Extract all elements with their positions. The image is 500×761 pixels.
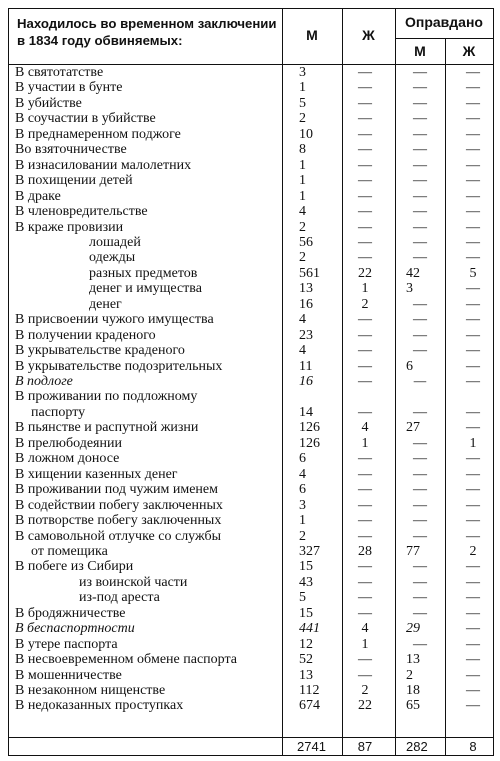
female-count: —	[358, 451, 372, 467]
row-label: паспорту	[31, 404, 86, 420]
table-row	[9, 559, 493, 575]
row-label: В участии в бунте	[15, 80, 123, 96]
male-count: 56	[299, 234, 313, 250]
header-male: М	[306, 27, 318, 43]
male-count: 126	[299, 435, 320, 451]
acquitted-female-count: —	[466, 497, 480, 513]
acquitted-male-count: 13	[406, 652, 420, 668]
row-label: В преднамеренном поджоге	[15, 126, 181, 142]
female-count: —	[358, 404, 372, 420]
male-count: 1	[299, 80, 306, 96]
row-label: В укрывательстве подозрительных	[15, 358, 223, 374]
totals-row	[9, 739, 493, 755]
table-row	[9, 80, 493, 96]
row-label: В подлоге	[15, 374, 73, 389]
female-count: 22	[358, 698, 372, 714]
acquitted-male-count: 18	[406, 683, 420, 698]
acquitted-male-count: —	[413, 312, 427, 328]
table-row	[9, 652, 493, 668]
male-count: 441	[299, 621, 320, 637]
male-count: 5	[299, 95, 306, 111]
acquitted-female-count: —	[466, 528, 480, 544]
row-label: В проживании под чужим именем	[15, 482, 218, 498]
acquitted-female-count: —	[466, 343, 480, 359]
table-row	[9, 529, 493, 545]
row-label: В соучастии в убийстве	[15, 111, 156, 127]
female-count: —	[358, 95, 372, 111]
male-count: 1	[299, 173, 306, 189]
row-label: В укрывательстве краденого	[15, 343, 185, 359]
acquitted-male-count: —	[413, 188, 427, 204]
table-row	[9, 158, 493, 174]
male-count: 126	[299, 420, 320, 436]
row-label: денег и имущества	[89, 281, 202, 297]
female-count: —	[358, 80, 372, 96]
row-label: Во взяточничестве	[15, 142, 127, 158]
acquitted-male-count: —	[413, 574, 427, 590]
male-count: 4	[299, 312, 306, 328]
male-count: 16	[299, 296, 313, 312]
acquitted-male-count: 3	[406, 281, 413, 297]
acquitted-female-count: —	[466, 126, 480, 142]
table-row	[9, 590, 493, 606]
table-row	[9, 621, 493, 637]
female-count: —	[358, 312, 372, 328]
row-label: денег	[89, 296, 122, 312]
acquitted-male-count: —	[413, 126, 427, 142]
acquitted-female-count: —	[466, 204, 480, 220]
acquitted-female-count: —	[466, 327, 480, 343]
acquitted-male-count: —	[413, 234, 427, 250]
acquitted-male-count: 77	[406, 543, 420, 559]
male-count: 561	[299, 265, 320, 281]
female-count: 28	[358, 543, 372, 559]
acquitted-male-count: —	[413, 111, 427, 127]
female-count: 2	[361, 296, 369, 312]
table-row	[9, 637, 493, 653]
female-count: —	[358, 559, 372, 575]
male-count: 5	[299, 590, 306, 606]
female-count: —	[358, 219, 372, 235]
totals-rule	[9, 737, 493, 738]
row-label: В изнасиловании малолетних	[15, 157, 192, 173]
row-label: В содействии побегу заключенных	[15, 497, 223, 513]
acquitted-male-count: 29	[406, 621, 420, 637]
acquitted-male-count: —	[413, 219, 427, 235]
acquitted-male-count: —	[413, 497, 427, 513]
row-label: В драке	[15, 188, 61, 204]
male-count: 3	[299, 497, 306, 513]
table-row	[9, 498, 493, 514]
table-row	[9, 127, 493, 143]
row-label: В членовредительстве	[15, 204, 148, 220]
acquitted-female-count: —	[466, 482, 480, 498]
acquitted-male-count: —	[413, 451, 427, 467]
row-label: от помещика	[31, 543, 108, 559]
acquitted-male-count: —	[413, 513, 427, 529]
acquitted-male-count: 65	[406, 698, 420, 714]
acquitted-female-count: —	[466, 652, 480, 668]
row-label: В краже провизии	[15, 219, 124, 235]
female-count: 2	[361, 683, 369, 698]
female-count: 4	[361, 621, 369, 637]
acquitted-male-count: —	[413, 466, 427, 482]
table-row	[9, 606, 493, 622]
row-label: В недоказанных проступках	[15, 698, 184, 714]
acquitted-male-count: —	[413, 296, 427, 312]
row-label: В беспаспортности	[15, 621, 135, 637]
total-female: 87	[357, 739, 373, 754]
male-count: 2	[299, 528, 306, 544]
acquitted-female-count: —	[466, 296, 480, 312]
female-count: —	[358, 157, 372, 173]
acquitted-male-count: —	[413, 374, 427, 389]
male-count: 10	[299, 126, 313, 142]
row-label: В прелюбодеянии	[15, 435, 122, 451]
acquitted-male-count: —	[413, 80, 427, 96]
table-row	[9, 451, 493, 467]
female-count: —	[358, 204, 372, 220]
female-count: —	[358, 250, 372, 266]
total-acquitted-male: 282	[406, 739, 428, 754]
acquitted-female-count: —	[466, 111, 480, 127]
row-label: из воинской части	[79, 574, 188, 590]
acquitted-female-count: —	[466, 65, 480, 80]
female-count: —	[358, 667, 372, 683]
table-row	[9, 220, 493, 236]
row-label: разных предметов	[89, 265, 198, 281]
header-acquitted-female: Ж	[462, 43, 476, 59]
male-count: 674	[299, 698, 320, 714]
table-row	[9, 359, 493, 375]
male-count: 4	[299, 343, 306, 359]
acquitted-female-count: —	[466, 95, 480, 111]
row-label: В хищении казенных денег	[15, 466, 178, 482]
header-divider	[395, 38, 493, 39]
female-count: 1	[361, 281, 369, 297]
female-count: —	[358, 343, 372, 359]
male-count: 1	[299, 157, 306, 173]
table-row	[9, 405, 493, 421]
acquitted-male-count: 2	[406, 667, 413, 683]
acquitted-male-count: —	[413, 636, 427, 652]
table-row	[9, 312, 493, 328]
acquitted-female-count: 2	[469, 543, 477, 559]
male-count: 4	[299, 204, 306, 220]
acquitted-female-count: —	[466, 683, 480, 698]
acquitted-female-count: —	[466, 590, 480, 606]
male-count: 6	[299, 482, 306, 498]
table-row	[9, 189, 493, 205]
male-count: 13	[299, 667, 313, 683]
row-label: В получении краденого	[15, 327, 156, 343]
acquitted-female-count: —	[466, 605, 480, 621]
row-label: В святотатстве	[15, 65, 104, 80]
table-row	[9, 544, 493, 560]
acquitted-female-count: 5	[469, 265, 477, 281]
table-row	[9, 436, 493, 452]
acquitted-female-count: —	[466, 621, 480, 637]
female-count: —	[358, 65, 372, 80]
acquitted-female-count: —	[466, 513, 480, 529]
row-label: В побеге из Сибири	[15, 559, 134, 575]
acquitted-male-count: —	[413, 435, 427, 451]
table-row	[9, 142, 493, 158]
acquitted-female-count: —	[466, 219, 480, 235]
table-row	[9, 513, 493, 529]
row-label: В убийстве	[15, 95, 82, 111]
total-acquitted-female: 8	[469, 739, 477, 754]
header-female: Ж	[362, 27, 375, 43]
table-row	[9, 266, 493, 282]
female-count: —	[358, 605, 372, 621]
table-row	[9, 65, 493, 81]
male-count: 327	[299, 543, 320, 559]
male-count: 1	[299, 513, 306, 529]
female-count: —	[358, 497, 372, 513]
acquitted-female-count: —	[466, 142, 480, 158]
acquitted-male-count: 42	[406, 265, 420, 281]
male-count: 16	[299, 374, 313, 389]
acquitted-female-count: —	[466, 250, 480, 266]
acquitted-female-count: —	[466, 404, 480, 420]
table-row	[9, 281, 493, 297]
acquitted-female-count: —	[466, 574, 480, 590]
row-label: В похищении детей	[15, 173, 133, 189]
acquitted-female-count: —	[466, 157, 480, 173]
table-row	[9, 575, 493, 591]
table-row	[9, 482, 493, 498]
male-count: 52	[299, 652, 313, 668]
acquitted-male-count: —	[413, 157, 427, 173]
table-row	[9, 297, 493, 313]
acquitted-female-count: —	[466, 698, 480, 714]
acquitted-female-count: —	[466, 636, 480, 652]
acquitted-female-count: —	[466, 466, 480, 482]
table-header-title: Находилось во временном заключении в 1834 году обвиняемых:	[17, 16, 277, 48]
acquitted-female-count: —	[466, 281, 480, 297]
male-count: 4	[299, 466, 306, 482]
male-count: 8	[299, 142, 306, 158]
female-count: 4	[361, 420, 369, 436]
acquitted-female-count: —	[466, 173, 480, 189]
male-count: 15	[299, 559, 313, 575]
acquitted-male-count: —	[413, 95, 427, 111]
female-count: —	[358, 142, 372, 158]
table-row	[9, 111, 493, 127]
acquitted-male-count: —	[413, 590, 427, 606]
acquitted-male-count: —	[413, 173, 427, 189]
female-count: 22	[358, 265, 372, 281]
acquitted-male-count: —	[413, 559, 427, 575]
female-count: —	[358, 111, 372, 127]
total-male: 2741	[297, 739, 326, 754]
acquitted-male-count: 6	[406, 358, 413, 374]
female-count: 1	[361, 435, 369, 451]
female-count: —	[358, 590, 372, 606]
table-row	[9, 343, 493, 359]
female-count: —	[358, 173, 372, 189]
acquitted-female-count: —	[466, 312, 480, 328]
female-count: —	[358, 188, 372, 204]
crime-statistics-table	[8, 8, 494, 756]
acquitted-female-count: —	[466, 234, 480, 250]
male-count: 15	[299, 605, 313, 621]
acquitted-female-count: —	[466, 559, 480, 575]
table-row	[9, 374, 493, 390]
row-label: В незаконном нищенстве	[15, 683, 166, 698]
male-count: 2	[299, 250, 306, 266]
row-label: В мошенничестве	[15, 667, 122, 683]
acquitted-male-count: —	[413, 404, 427, 420]
row-label: В ложном доносе	[15, 451, 120, 467]
table-row	[9, 235, 493, 251]
table-row	[9, 420, 493, 436]
male-count: 23	[299, 327, 313, 343]
acquitted-male-count: —	[413, 250, 427, 266]
female-count: —	[358, 327, 372, 343]
acquitted-female-count: —	[466, 188, 480, 204]
acquitted-female-count: —	[466, 420, 480, 436]
row-label: В самовольной отлучке со службы	[15, 528, 222, 544]
acquitted-male-count: —	[413, 528, 427, 544]
acquitted-female-count: 1	[469, 435, 477, 451]
male-count: 2	[299, 219, 306, 235]
table-row	[9, 389, 493, 405]
female-count: —	[358, 574, 372, 590]
male-count: 13	[299, 281, 313, 297]
acquitted-female-count: —	[466, 451, 480, 467]
male-count: 6	[299, 451, 306, 467]
acquitted-male-count: 27	[406, 420, 420, 436]
female-count: 1	[361, 636, 369, 652]
male-count: 43	[299, 574, 313, 590]
acquitted-male-count: —	[413, 142, 427, 158]
female-count: —	[358, 513, 372, 529]
female-count: —	[358, 652, 372, 668]
table-row	[9, 467, 493, 483]
female-count: —	[358, 528, 372, 544]
row-label: В утере паспорта	[15, 636, 118, 652]
table-row	[9, 683, 493, 699]
acquitted-female-count: —	[466, 80, 480, 96]
acquitted-male-count: —	[413, 65, 427, 80]
acquitted-male-count: —	[413, 204, 427, 220]
acquitted-male-count: —	[413, 327, 427, 343]
acquitted-female-count: —	[466, 667, 480, 683]
male-count: 14	[299, 404, 313, 420]
table-row	[9, 698, 493, 714]
table-row	[9, 204, 493, 220]
table-row	[9, 96, 493, 112]
acquitted-female-count: —	[466, 374, 480, 389]
row-label: одежды	[89, 250, 136, 266]
female-count: —	[358, 234, 372, 250]
male-count: 1	[299, 188, 306, 204]
male-count: 3	[299, 65, 306, 80]
row-label: лошадей	[89, 234, 141, 250]
row-label: В бродяжничестве	[15, 605, 126, 621]
acquitted-male-count: —	[413, 343, 427, 359]
male-count: 112	[299, 683, 320, 698]
row-label: В потворстве побегу заключенных	[15, 513, 222, 529]
acquitted-male-count: —	[413, 605, 427, 621]
row-label: из-под ареста	[79, 590, 160, 606]
header-acquitted: Оправдано	[405, 14, 483, 30]
table-row	[9, 668, 493, 684]
acquitted-male-count: —	[413, 482, 427, 498]
male-count: 12	[299, 636, 313, 652]
female-count: —	[358, 482, 372, 498]
male-count: 2	[299, 111, 306, 127]
header-acquitted-male: М	[414, 43, 426, 59]
table-row	[9, 173, 493, 189]
row-label: В проживании по подложному	[15, 389, 198, 405]
row-label: В присвоении чужого имущества	[15, 312, 214, 328]
row-label: В пьянстве и распутной жизни	[15, 420, 199, 436]
male-count: 11	[299, 358, 313, 374]
acquitted-female-count: —	[466, 358, 480, 374]
table-row	[9, 328, 493, 344]
female-count: —	[358, 358, 372, 374]
row-label: В несвоевременном обмене паспорта	[15, 652, 237, 668]
female-count: —	[358, 374, 372, 389]
female-count: —	[358, 126, 372, 142]
female-count: —	[358, 466, 372, 482]
table-row	[9, 250, 493, 266]
